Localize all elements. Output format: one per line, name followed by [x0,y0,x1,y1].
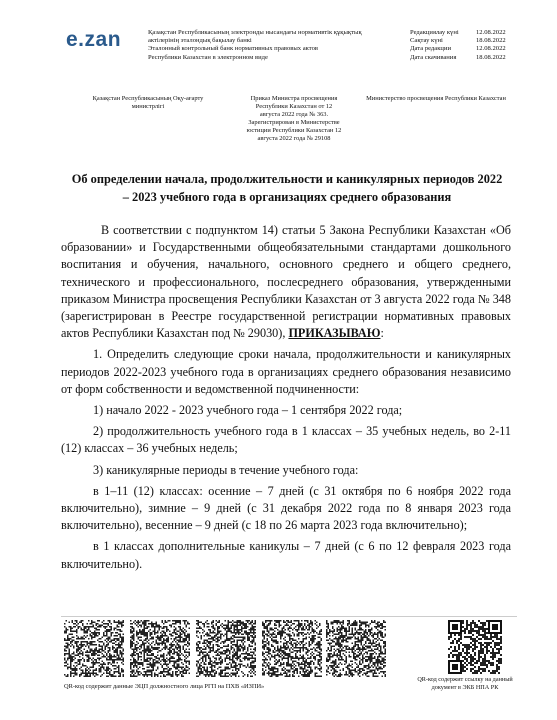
order-ref-line: Республики Казахстан от 12 [255,103,333,110]
header-line: Республики Казахстан в электронном виде [148,53,268,61]
meta-value: 18.08.2022 [476,53,506,61]
paragraph-6: в 1 классах дополнительные каникулы – 7 дней (с 6 по 12 февраля 2023 года включительно). [61,539,511,571]
order-ref-line: августа 2022 года № 363. [259,111,329,118]
order-ref-line: августа 2022 года № 29108 [257,135,331,142]
order-word: ПРИКАЗЫВАЮ [288,326,381,341]
qr-code-signature-3 [196,620,256,678]
header-line: актілерінің эталондық бақылау банкі [148,37,252,45]
ministry-ru [356,95,516,103]
ministry-kz [82,95,214,111]
meta-row [410,54,520,62]
meta-row [410,45,520,53]
ezan-logo: e.zan [66,28,122,51]
meta-value: 12.08.2022 [476,29,506,36]
header-line: Қазақстан Республикасының электронды нысандағы нормативтік құқықтық [148,29,362,36]
order-reference [240,95,348,143]
paragraph-1: 1. Определить следующие сроки начала, продолжительности и каникулярных периодов 2022-2023 учебного года в организациях среднего образования независимо от форм собственности и ведомственной подчиненности: [61,347,511,396]
title-line: – 2023 учебного года в организациях среднего образования [122,190,452,204]
meta-row [410,37,520,45]
order-ref-line: юстиции Республики Казахстан 12 [246,127,342,134]
header-line: Эталонный контрольный банк нормативных правовых актов [148,45,318,53]
qr-code-document-link[interactable] [448,620,502,674]
qr-caption-signature: QR-код содержит данные ЭЦП должностного лица РГП на ПХВ «ИЗПИ» [64,683,265,690]
preamble [61,222,511,342]
paragraph-4: 3) каникулярные периоды в течение учебного года: [93,462,359,477]
paragraph-3: 2) продолжительность учебного года в 1 классах – 35 учебных недель, во 2-11 (12) классах – 36 учебных недель; [61,424,511,456]
ministry-ru-line: Министерство просвещения Республики Казахстан [366,95,506,102]
paragraph-5: в 1–11 (12) классах: осенние – 7 дней (с 31 октября по 6 ноября 2022 года включительно), зимние – 9 дней (с 31 декабря 2022 года по 8 января 2023 года включительно), весенние – 9 дней (с 18 по 26 марта 2023 года включительно); [61,483,511,533]
meta-label: Дата скачивания [410,53,457,61]
meta-value: 18.08.2022 [476,37,506,45]
qr-caption-link: QR-код содержит ссылку на данный документ в ЭКБ НПА РК [417,676,513,691]
qr-code-signature-1 [64,620,124,678]
footer-separator [61,616,517,617]
ministry-kz-line: Қазақстан Республикасының Оқу-ағарту [92,95,204,102]
ministry-kz-line: министрлігі [131,103,165,110]
meta-label: Сақтау күні [410,37,443,45]
order-ref-line: Зарегистрирован в Министерстве [248,119,340,126]
header-text [148,29,398,62]
meta-label: Дата редакции [410,45,451,53]
meta-value: 12.08.2022 [476,45,506,53]
document-title [70,170,504,206]
header-meta [410,29,520,62]
qr-code-signature-5 [326,620,386,678]
title-line: Об определении начала, продолжительности и каникулярных периодов 2022 [71,172,503,186]
paragraph-2: 1) начало 2022 - 2023 учебного года – 1 сентября 2022 года; [93,403,403,418]
meta-row [410,29,520,37]
document-body [61,222,511,573]
meta-label: Редакциялау күні [410,29,459,36]
qr-code-signature-2 [130,620,190,678]
order-ref-line: Приказ Министра просвещения [250,95,338,102]
qr-code-signature-4 [262,620,322,678]
order-colon: : [380,326,384,341]
preamble-text: В соответствии с подпунктом 14) статьи 5 Закона Республики Казахстан «Об образовании» и Государственными общеобязательными стандартами дошкольного воспитания и обучения, начального, основного среднего и общего среднего, технического и профессионального, послесреднего образования, утвержденными приказом Министра просвещения Республики Казахстан от 3 августа 2022 года № 348 (зарегистрирован в Реестре государственной регистрации нормативных правовых актов Республики Казахстан под № 29030), [61,223,511,341]
